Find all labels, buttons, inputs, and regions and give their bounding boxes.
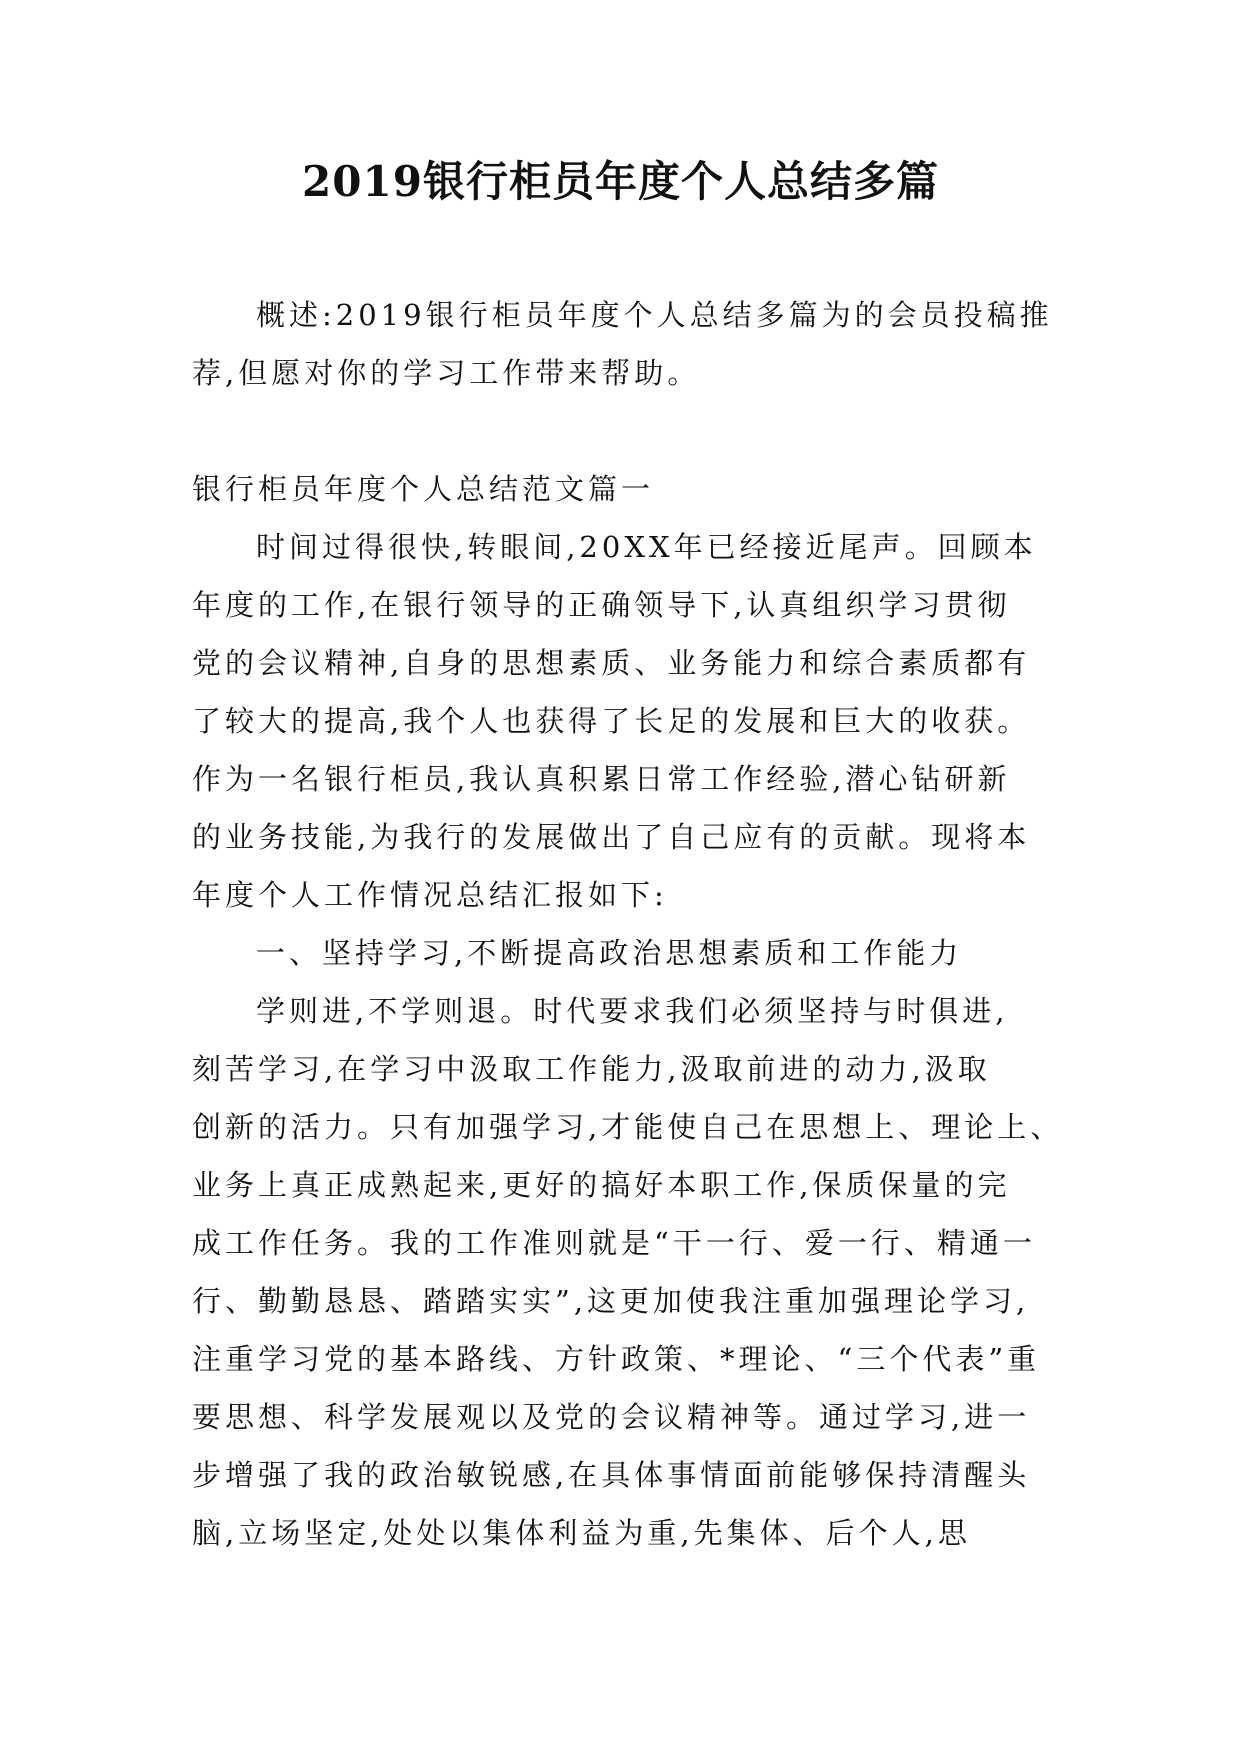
subheading: 一、坚持学习,不断提高政治思想素质和工作能力 xyxy=(256,936,963,970)
paragraph-line: 作为一名银行柜员,我认真积累日常工作经验,潜心钻研新 xyxy=(192,762,1011,796)
paragraph-line: 党的会议精神,自身的思想素质、业务能力和综合素质都有 xyxy=(192,646,1031,680)
paragraph-line: 要思想、科学发展观以及党的会议精神等。通过学习,进一 xyxy=(192,1400,1031,1434)
summary-line: 概述:2019银行柜员年度个人总结多篇为的会员投稿推 xyxy=(256,298,1053,332)
summary-line: 荐,但愿对你的学习工作带来帮助。 xyxy=(192,356,701,390)
section-one xyxy=(192,460,1062,1562)
paragraph-line: 时间过得很快,转眼间,20XX年已经接近尾声。回顾本 xyxy=(256,530,1037,564)
paragraph-line: 注重学习党的基本路线、方针政策、*理论、“三个代表”重 xyxy=(192,1342,1041,1376)
paragraph-line: 行、勤勤恳恳、踏踏实实”,这更加使我注重加强理论学习, xyxy=(192,1284,1030,1318)
paragraph-line: 年度个人工作情况总结汇报如下: xyxy=(192,878,668,912)
paragraph-line: 步增强了我的政治敏锐感,在具体事情面前能够保持清醒头 xyxy=(192,1458,1031,1492)
section-heading: 银行柜员年度个人总结范文篇一 xyxy=(192,472,655,506)
summary-block xyxy=(192,286,1062,402)
paragraph-line: 的业务技能,为我行的发展做出了自己应有的贡献。现将本 xyxy=(192,820,1031,854)
paragraph-line: 刻苦学习,在学习中汲取工作能力,汲取前进的动力,汲取 xyxy=(192,1052,991,1086)
paragraph-line: 了较大的提高,我个人也获得了长足的发展和巨大的收获。 xyxy=(192,704,1031,738)
paragraph-line: 创新的活力。只有加强学习,才能使自己在思想上、理论上、 xyxy=(192,1110,1064,1144)
document-title: 2019银行柜员年度个人总结多篇 xyxy=(302,157,939,206)
paragraph-line: 学则进,不学则退。时代要求我们必须坚持与时俱进, xyxy=(256,994,1009,1028)
paragraph-line: 成工作任务。我的工作准则就是“干一行、爱一行、精通一 xyxy=(192,1226,1036,1260)
paragraph-line: 年度的工作,在银行领导的正确领导下,认真组织学习贯彻 xyxy=(192,588,1011,622)
paragraph-line: 脑,立场坚定,处处以集体利益为重,先集体、后个人,思 xyxy=(192,1516,971,1550)
paragraph-line: 业务上真正成熟起来,更好的搞好本职工作,保质保量的完 xyxy=(192,1168,1011,1202)
